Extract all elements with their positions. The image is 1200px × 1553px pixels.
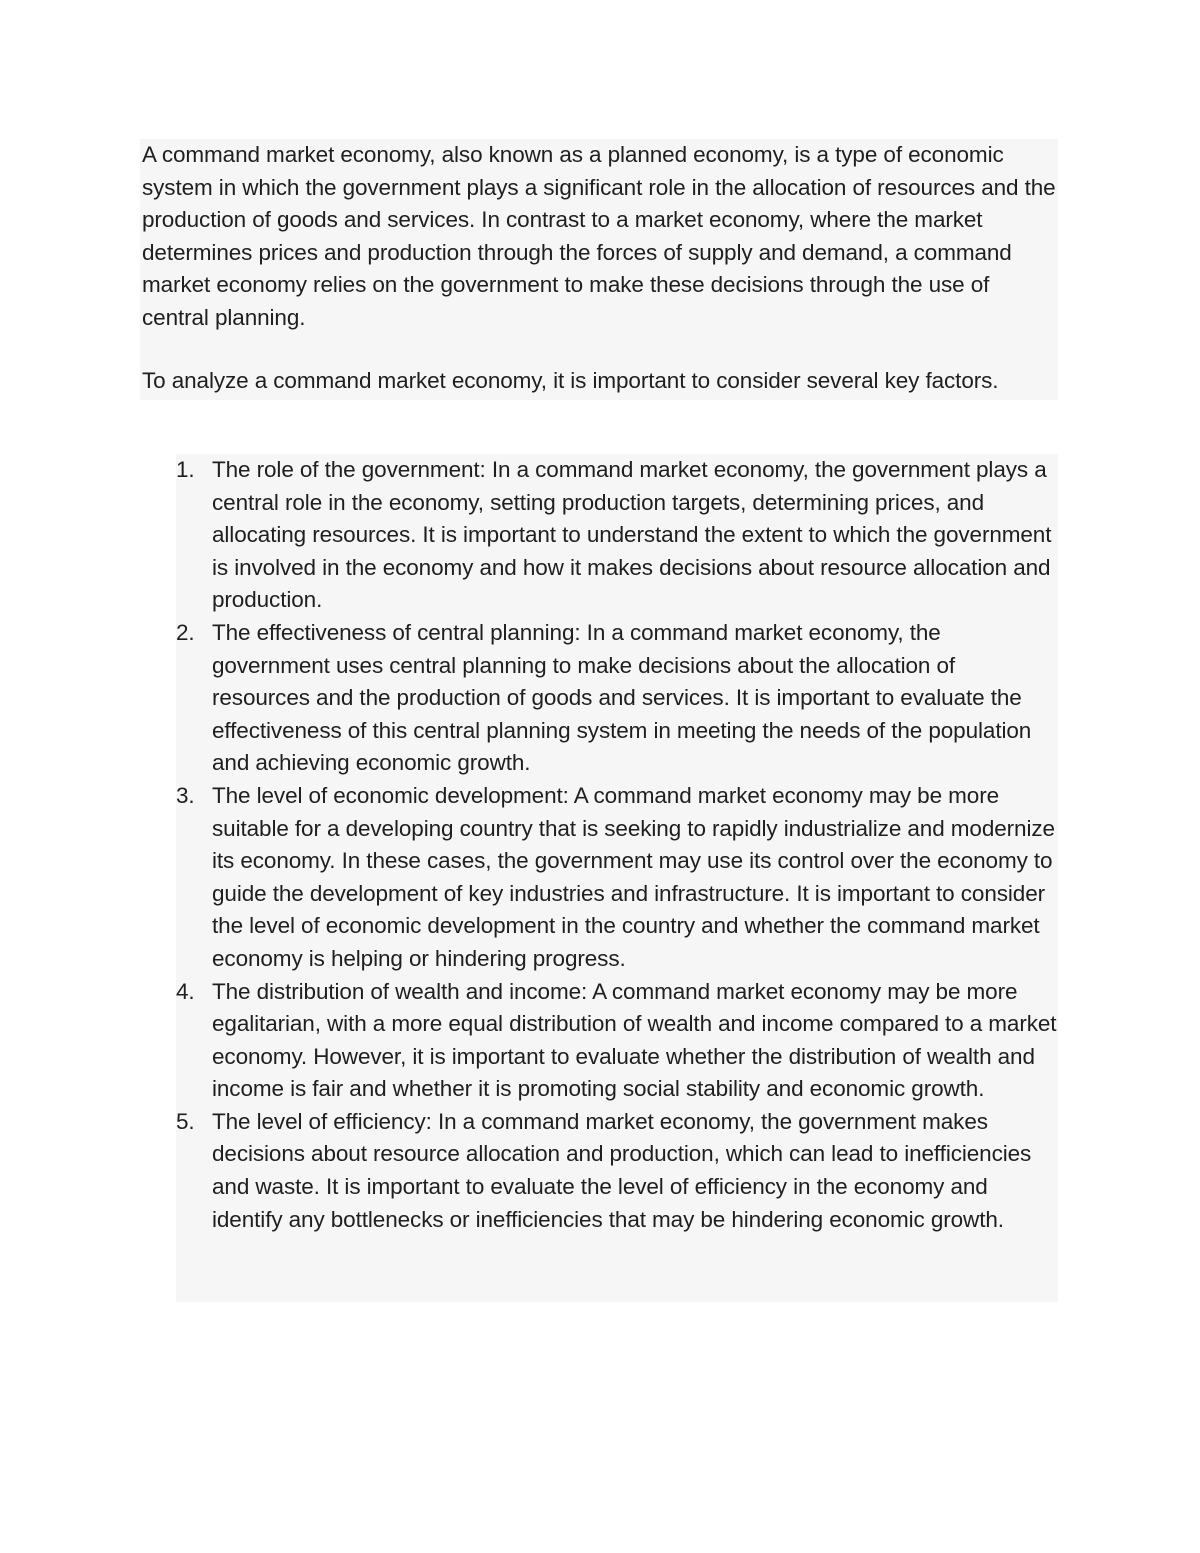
list-item-number: 5. — [176, 1108, 195, 1134]
list-item-text: The effectiveness of central planning: In a command market economy, the government uses central planning to make decisions about the allocation of resources and the production of goods and services. It is important to evaluate the effectiveness of this central planning system in meeting the needs of the population and achieving economic growth. — [212, 619, 1032, 776]
list-item — [176, 617, 1058, 780]
list-item-text: The role of the government: In a command market economy, the government plays a central role in the economy, setting production targets, determining prices, and allocating resources. It is important to understand the extent to which the government is involved in the economy and how it makes decisions about resource allocation and production. — [212, 457, 1052, 613]
factors-list — [176, 454, 1058, 1236]
list-item — [176, 976, 1058, 1106]
list-item — [176, 780, 1058, 976]
list-item-number: 4. — [176, 978, 195, 1004]
list-item-text: The level of efficiency: In a command market economy, the government makes decisions about resource allocation and production, which can lead to inefficiencies and waste. It is important to evaluate the level of efficiency in the economy and identify any bottlenecks or inefficiencies that may be hindering economic growth. — [212, 1108, 1032, 1232]
list-item-number: 3. — [176, 782, 195, 808]
intro-lead-in: To analyze a command market economy, it is important to consider several key factors. — [142, 367, 999, 393]
list-item-text: The level of economic development: A command market economy may be more suitable for a developing country that is seeking to rapidly industrialize and modernize its economy. In these cases, the government may use its control over the economy to guide the development of key industries and infrastructure. It is important to consider the level of economic development in the country and whether the command market economy is helping or hindering progress. — [212, 782, 1055, 971]
list-item — [176, 454, 1058, 617]
list-item-number: 2. — [176, 619, 195, 645]
factors-section — [176, 454, 1058, 1302]
intro-paragraph: A command market economy, also known as a planned economy, is a type of economic system in which the government plays a significant role in the allocation of resources and the production of goods and services. In contrast to a market economy, where the market determines prices and production through the forces of supply and demand, a command market economy relies on the government to make these decisions through the use of central planning. — [142, 142, 1056, 330]
list-item-text: The distribution of wealth and income: A command market economy may be more egalitarian, with a more equal distribution of wealth and income compared to a market economy. However, it is important to evaluate whether the distribution of wealth and income is fair and whether it is promoting social stability and economic growth. — [212, 978, 1057, 1102]
intro-section — [140, 139, 1058, 400]
list-item-number: 1. — [176, 457, 195, 482]
list-item — [176, 1106, 1058, 1236]
